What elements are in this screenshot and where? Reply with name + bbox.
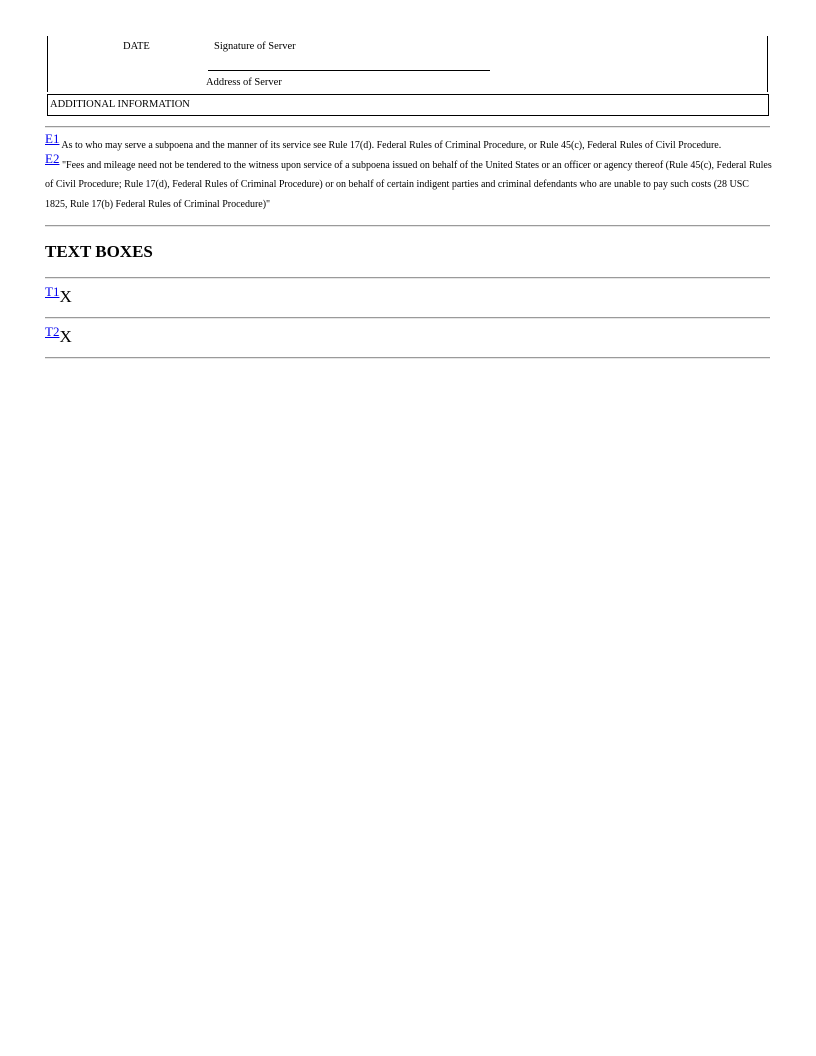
- divider: [45, 317, 770, 319]
- text-boxes-heading: TEXT BOXES: [45, 242, 153, 261]
- signature-of-server-label: Signature of Server: [214, 41, 296, 52]
- endnote-e1: [45, 131, 772, 156]
- date-label: DATE: [123, 41, 150, 52]
- text-box-t2: [45, 324, 72, 347]
- text-box-t2-value: X: [59, 327, 72, 346]
- endnote-e2: [45, 150, 772, 215]
- endnote-e2-text: "Fees and mileage need not be tendered to the witness upon service of a subpoena issued on behalf of the United States or an officer or agency thereof (Rule 45(c), Federal Rules of Civil Procedure; Rule 17(d), Federal Rules of Criminal Procedure) or on behalf of certain indigent parties and criminal defendants who are unable to pay such costs (28 USC 1825, Rule 17(b) Federal Rules of Criminal Procedure)": [45, 159, 772, 210]
- endnote-ref-e2-link[interactable]: E2: [45, 150, 60, 166]
- endnote-ref-e1-link[interactable]: E1: [45, 131, 60, 146]
- signature-line: [208, 70, 490, 71]
- address-of-server-label: Address of Server: [206, 77, 282, 88]
- text-box-ref-t1-link[interactable]: T1: [45, 284, 60, 299]
- text-box-t1-value: X: [59, 287, 72, 306]
- endnote-e1-text: As to who may serve a subpoena and the manner of its service see Rule 17(d). Federal Rules of Criminal Procedure, or Rule 45(c), Federal Rules of Civil Procedure.: [59, 140, 722, 151]
- divider: [45, 126, 770, 128]
- text-box-ref-t2-link[interactable]: T2: [45, 324, 60, 339]
- divider: [45, 225, 770, 227]
- divider: [45, 277, 770, 279]
- endnotes: [45, 131, 772, 214]
- divider: [45, 357, 770, 359]
- text-box-t1: [45, 284, 72, 307]
- server-signature-box: [47, 36, 768, 92]
- additional-information-box: [47, 94, 769, 116]
- additional-information-label: ADDITIONAL INFORMATION: [50, 99, 190, 110]
